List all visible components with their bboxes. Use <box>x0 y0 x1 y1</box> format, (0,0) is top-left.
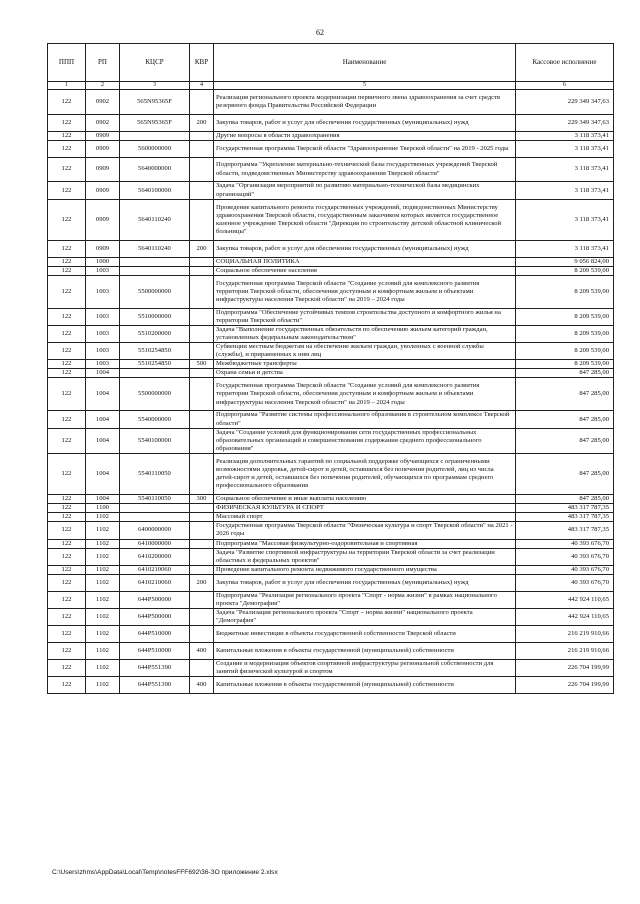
cell-amount: 226 704 199,99 <box>516 676 614 693</box>
cell-rp: 1102 <box>86 539 120 548</box>
cell-amount: 847 285,00 <box>516 453 614 494</box>
cell-kvr <box>190 325 214 342</box>
cell-ppp: 122 <box>48 369 86 378</box>
cell-ppp: 122 <box>48 504 86 513</box>
cell-kcsr <box>120 513 190 522</box>
cell-amount: 3 118 373,41 <box>516 199 614 240</box>
page-number: 62 <box>316 28 324 37</box>
cell-kvr: 200 <box>190 114 214 131</box>
cell-ppp: 122 <box>48 522 86 539</box>
cell-amount: 229 349 347,63 <box>516 90 614 115</box>
table-row <box>48 240 614 257</box>
col-header-rp: РП <box>86 44 120 82</box>
cell-kvr: 200 <box>190 240 214 257</box>
cell-amount: 3 118 373,41 <box>516 131 614 140</box>
cell-kcsr: 5640110240 <box>120 199 190 240</box>
col-index: 1 <box>48 82 86 90</box>
cell-ppp: 122 <box>48 114 86 131</box>
cell-name: Реализация регионального проекта модернизации первичного звена здравоохранения за счет средств резервного фонда Правительства Российской Федерации <box>214 90 516 115</box>
cell-name: Создание и модернизация объектов спортивной инфраструктуры региональной собственности для занятий физической культурой и спортом <box>214 659 516 676</box>
cell-ppp: 122 <box>48 275 86 308</box>
cell-amount: 483 317 787,35 <box>516 513 614 522</box>
col-index: 2 <box>86 82 120 90</box>
col-index: 5 <box>214 82 516 90</box>
cell-ppp: 122 <box>48 608 86 625</box>
cell-rp: 1003 <box>86 266 120 275</box>
cell-kcsr: 5510200000 <box>120 325 190 342</box>
cell-rp: 1004 <box>86 378 120 411</box>
cell-ppp: 122 <box>48 266 86 275</box>
table-row <box>48 626 614 643</box>
cell-ppp: 122 <box>48 565 86 574</box>
cell-name: Закупка товаров, работ и услуг для обеспечения государственных (муниципальных) нужд <box>214 574 516 591</box>
cell-amount: 847 285,00 <box>516 411 614 428</box>
cell-rp: 0902 <box>86 90 120 115</box>
cell-amount: 216 219 910,66 <box>516 626 614 643</box>
cell-name: Задача "Выполнение государственных обязательств по обеспечению жильем категорий граждан, установленных федеральным законодательством" <box>214 325 516 342</box>
col-header-amount: Кассовое исполнение <box>516 44 614 82</box>
cell-name: Межбюджетные трансферты <box>214 360 516 369</box>
cell-rp: 1102 <box>86 513 120 522</box>
cell-rp: 1100 <box>86 504 120 513</box>
table-row <box>48 343 614 360</box>
cell-name: Задача "Создание условий для функционирования сети государственных профессиональных образовательных организаций и совершенствования содержания среднего профессионального образования" <box>214 428 516 453</box>
cell-kcsr: 5640100000 <box>120 182 190 199</box>
table-row <box>48 266 614 275</box>
cell-amount: 8 209 539,00 <box>516 360 614 369</box>
cell-rp: 1003 <box>86 360 120 369</box>
cell-ppp: 122 <box>48 574 86 591</box>
cell-ppp: 122 <box>48 240 86 257</box>
cell-kcsr: 565N95365F <box>120 90 190 115</box>
cell-amount: 8 209 539,00 <box>516 308 614 325</box>
table-row <box>48 199 614 240</box>
cell-kvr <box>190 539 214 548</box>
cell-kcsr <box>120 369 190 378</box>
cell-kvr: 400 <box>190 676 214 693</box>
table-row <box>48 608 614 625</box>
budget-table-container <box>47 43 613 694</box>
cell-amount: 8 209 539,00 <box>516 325 614 342</box>
cell-rp: 0909 <box>86 140 120 157</box>
cell-rp: 1102 <box>86 574 120 591</box>
cell-amount: 847 285,00 <box>516 495 614 504</box>
cell-kcsr: 5500000000 <box>120 275 190 308</box>
cell-amount: 3 118 373,41 <box>516 157 614 182</box>
cell-ppp: 122 <box>48 495 86 504</box>
cell-ppp: 122 <box>48 591 86 608</box>
cell-kvr <box>190 378 214 411</box>
table-row <box>48 182 614 199</box>
cell-rp: 1004 <box>86 411 120 428</box>
cell-rp: 1004 <box>86 369 120 378</box>
table-row <box>48 504 614 513</box>
cell-amount: 847 285,00 <box>516 378 614 411</box>
cell-rp: 1003 <box>86 308 120 325</box>
cell-kvr <box>190 453 214 494</box>
cell-ppp: 122 <box>48 308 86 325</box>
cell-amount: 3 118 373,41 <box>516 182 614 199</box>
cell-kcsr: 5510254850 <box>120 360 190 369</box>
cell-kcsr: 565N95365F <box>120 114 190 131</box>
cell-name: Субвенции местным бюджетам на обеспечение жильем граждан, уволенных с военной службы (службы), и приравненных к ним лиц <box>214 343 516 360</box>
cell-rp: 1004 <box>86 495 120 504</box>
cell-kvr <box>190 308 214 325</box>
cell-name: Подпрограмма "Обеспечение устойчивых темпов строительства доступного и комфортного жилья на территории Тверской области" <box>214 308 516 325</box>
cell-kvr <box>190 131 214 140</box>
table-row <box>48 308 614 325</box>
cell-ppp: 122 <box>48 659 86 676</box>
cell-kvr <box>190 275 214 308</box>
cell-ppp: 122 <box>48 140 86 157</box>
cell-name: Социальное обеспечение населения <box>214 266 516 275</box>
cell-kvr: 300 <box>190 495 214 504</box>
cell-amount: 3 118 373,41 <box>516 240 614 257</box>
cell-kvr <box>190 565 214 574</box>
table-row <box>48 539 614 548</box>
cell-kcsr: 6400000000 <box>120 522 190 539</box>
table-row <box>48 378 614 411</box>
table-row <box>48 453 614 494</box>
cell-ppp: 122 <box>48 182 86 199</box>
cell-kvr <box>190 90 214 115</box>
cell-ppp: 122 <box>48 453 86 494</box>
cell-name: Капитальные вложения в объекты государственной (муниципальной) собственности <box>214 642 516 659</box>
cell-ppp: 122 <box>48 513 86 522</box>
cell-name: Капитальные вложения в объекты государственной (муниципальной) собственности <box>214 676 516 693</box>
cell-kcsr: 5510254850 <box>120 343 190 360</box>
cell-kvr <box>190 522 214 539</box>
table-row <box>48 565 614 574</box>
cell-kcsr: 5540100000 <box>120 428 190 453</box>
cell-kcsr: 644P500000 <box>120 608 190 625</box>
cell-ppp: 122 <box>48 131 86 140</box>
cell-ppp: 122 <box>48 325 86 342</box>
cell-name: Массовый спорт <box>214 513 516 522</box>
col-header-kvr: КВР <box>190 44 214 82</box>
table-row <box>48 257 614 266</box>
cell-amount: 216 219 910,66 <box>516 642 614 659</box>
cell-amount: 40 393 676,70 <box>516 565 614 574</box>
cell-name: Подпрограмма "Массовая физкультурно-оздоровительная и спортивная <box>214 539 516 548</box>
cell-rp: 1004 <box>86 453 120 494</box>
table-row <box>48 428 614 453</box>
cell-amount: 442 924 110,65 <box>516 608 614 625</box>
cell-kvr <box>190 626 214 643</box>
cell-amount: 229 349 347,63 <box>516 114 614 131</box>
cell-amount: 40 393 676,70 <box>516 548 614 565</box>
cell-name: СОЦИАЛЬНАЯ ПОЛИТИКА <box>214 257 516 266</box>
cell-rp: 1102 <box>86 522 120 539</box>
cell-ppp: 122 <box>48 539 86 548</box>
table-row <box>48 140 614 157</box>
col-header-kcsr: КЦСР <box>120 44 190 82</box>
table-row <box>48 360 614 369</box>
cell-kvr: 500 <box>190 360 214 369</box>
cell-name: Подпрограмма "Реализация регионального проекта "Спорт - норма жизни" в рамках национального проекта "Демография" <box>214 591 516 608</box>
cell-kvr <box>190 428 214 453</box>
table-row <box>48 90 614 115</box>
cell-name: Закупка товаров, работ и услуг для обеспечения государственных (муниципальных) нужд <box>214 240 516 257</box>
header-row <box>48 44 614 82</box>
cell-amount: 3 118 373,41 <box>516 140 614 157</box>
table-row <box>48 513 614 522</box>
cell-amount: 8 209 539,00 <box>516 266 614 275</box>
cell-kcsr: 6410000000 <box>120 539 190 548</box>
cell-name: Государственная программа Тверской области "Создание условий для комплексного развития территории Тверской области, обеспечения доступным и комфортным жильем и объектами инфраструктуры населения Тверской области" на 2019 – 2024 годы <box>214 275 516 308</box>
cell-ppp: 122 <box>48 343 86 360</box>
cell-name: Задача "Реализация регионального проекта "Спорт – норма жизни" национального проекта "Демография" <box>214 608 516 625</box>
cell-ppp: 122 <box>48 257 86 266</box>
cell-rp: 0909 <box>86 199 120 240</box>
cell-rp: 1102 <box>86 565 120 574</box>
table-row <box>48 495 614 504</box>
cell-ppp: 122 <box>48 548 86 565</box>
cell-rp: 0902 <box>86 114 120 131</box>
cell-name: Государственная программа Тверской области "Физическая культура и спорт Тверской области" на 2021 - 2026 годы <box>214 522 516 539</box>
table-row <box>48 642 614 659</box>
cell-kcsr: 5500000000 <box>120 378 190 411</box>
cell-ppp: 122 <box>48 360 86 369</box>
table-row <box>48 548 614 565</box>
cell-kvr: 400 <box>190 642 214 659</box>
cell-name: Проведение капитального ремонта недвижимого государственного имущества <box>214 565 516 574</box>
cell-name: Государственная программа Тверской области "Здравоохранение Тверской области" на 2019 - 2025 годы <box>214 140 516 157</box>
cell-amount: 40 393 676,70 <box>516 574 614 591</box>
cell-name: Социальное обеспечение и иные выплаты населению <box>214 495 516 504</box>
cell-kcsr: 644P551390 <box>120 676 190 693</box>
cell-name: Охрана семьи и детства <box>214 369 516 378</box>
cell-kvr <box>190 369 214 378</box>
column-index-row <box>48 82 614 90</box>
cell-amount: 483 317 787,35 <box>516 522 614 539</box>
cell-kvr: 200 <box>190 574 214 591</box>
table-row <box>48 676 614 693</box>
cell-kcsr: 5540110050 <box>120 495 190 504</box>
cell-ppp: 122 <box>48 676 86 693</box>
cell-kvr <box>190 513 214 522</box>
cell-rp: 1102 <box>86 548 120 565</box>
cell-kvr <box>190 411 214 428</box>
cell-name: Другие вопросы в области здравоохранения <box>214 131 516 140</box>
cell-kcsr: 644P510000 <box>120 626 190 643</box>
cell-rp: 1003 <box>86 275 120 308</box>
cell-kcsr: 5540000000 <box>120 411 190 428</box>
cell-kcsr: 644P551390 <box>120 659 190 676</box>
cell-name: Задача "Организация мероприятий по развитию материально-технической базы медицинских организаций" <box>214 182 516 199</box>
budget-table <box>47 43 614 694</box>
table-row <box>48 157 614 182</box>
cell-ppp: 122 <box>48 378 86 411</box>
cell-kcsr: 6410210060 <box>120 565 190 574</box>
cell-amount: 442 924 110,65 <box>516 591 614 608</box>
col-header-ppp: ППП <box>48 44 86 82</box>
cell-name: Задача "Развитие спортивной инфраструктуры на территории Тверской области за счет реализации областных и федеральных проектов" <box>214 548 516 565</box>
cell-kcsr: 6410200000 <box>120 548 190 565</box>
cell-name: Реализация дополнительных гарантий по социальной поддержке обучающихся с ограниченными возможностями здоровья, детей-сирот и детей, оставшихся без попечения родителей, лиц из числа детей-сирот и детей, оставшихся без попечения родителей, обучающихся по программам среднего профессионального образования <box>214 453 516 494</box>
cell-rp: 1102 <box>86 626 120 643</box>
cell-kvr <box>190 157 214 182</box>
table-row <box>48 574 614 591</box>
cell-rp: 0909 <box>86 240 120 257</box>
cell-kcsr <box>120 504 190 513</box>
cell-kcsr <box>120 131 190 140</box>
cell-kcsr: 6410210060 <box>120 574 190 591</box>
col-header-name: Наименование <box>214 44 516 82</box>
cell-amount: 8 209 539,00 <box>516 275 614 308</box>
cell-ppp: 122 <box>48 157 86 182</box>
cell-kcsr: 5640110240 <box>120 240 190 257</box>
cell-kcsr: 5600000000 <box>120 140 190 157</box>
cell-ppp: 122 <box>48 90 86 115</box>
cell-rp: 1102 <box>86 591 120 608</box>
cell-rp: 1004 <box>86 428 120 453</box>
cell-name: Бюджетные инвестиции в объекты государственной собственности Тверской области <box>214 626 516 643</box>
cell-kcsr <box>120 266 190 275</box>
cell-rp: 1003 <box>86 325 120 342</box>
cell-ppp: 122 <box>48 642 86 659</box>
cell-name: Проведение капитального ремонта государственных учреждений, подведомственных Министерству здравоохранения Тверской области, государственным заказчиком которых является государственное казенное учреждение Тверской области "Дирекция по строительству детской областной клинической больницы" <box>214 199 516 240</box>
cell-name: Закупка товаров, работ и услуг для обеспечения государственных (муниципальных) нужд <box>214 114 516 131</box>
cell-kcsr <box>120 257 190 266</box>
cell-rp: 1003 <box>86 343 120 360</box>
cell-kvr <box>190 591 214 608</box>
table-row <box>48 325 614 342</box>
cell-name: Государственная программа Тверской области "Создание условий для комплексного развития территории Тверской области, обеспечения доступным и комфортным жильем и объектами инфраструктуры населения Тверской области" на 2019 – 2024 годы <box>214 378 516 411</box>
cell-name: ФИЗИЧЕСКАЯ КУЛЬТУРА И СПОРТ <box>214 504 516 513</box>
cell-amount: 847 285,00 <box>516 369 614 378</box>
cell-rp: 0909 <box>86 157 120 182</box>
cell-kvr <box>190 343 214 360</box>
cell-kvr <box>190 504 214 513</box>
cell-ppp: 122 <box>48 428 86 453</box>
cell-amount: 9 056 824,00 <box>516 257 614 266</box>
cell-kvr <box>190 548 214 565</box>
cell-kcsr: 644P500000 <box>120 591 190 608</box>
cell-ppp: 122 <box>48 626 86 643</box>
cell-name: Подпрограмма "Развитие системы профессионального образования в строительном комплексе Тверской области" <box>214 411 516 428</box>
col-index: 4 <box>190 82 214 90</box>
cell-kcsr: 5540110050 <box>120 453 190 494</box>
cell-name: Подпрограмма "Укрепление материально-технической базы государственных учреждений Тверской области, подведомственных Министерству здравоохранения Тверской области" <box>214 157 516 182</box>
cell-amount: 8 209 539,00 <box>516 343 614 360</box>
table-row <box>48 522 614 539</box>
cell-rp: 1102 <box>86 608 120 625</box>
cell-amount: 847 285,00 <box>516 428 614 453</box>
cell-kvr <box>190 182 214 199</box>
cell-rp: 1000 <box>86 257 120 266</box>
cell-kvr <box>190 257 214 266</box>
table-body <box>48 90 614 694</box>
table-row <box>48 275 614 308</box>
col-index: 6 <box>516 82 614 90</box>
cell-amount: 483 317 787,35 <box>516 504 614 513</box>
cell-kcsr: 5510000000 <box>120 308 190 325</box>
cell-kvr <box>190 266 214 275</box>
cell-rp: 1102 <box>86 676 120 693</box>
cell-kcsr: 5640000000 <box>120 157 190 182</box>
table-row <box>48 114 614 131</box>
cell-rp: 0909 <box>86 182 120 199</box>
cell-kvr <box>190 659 214 676</box>
cell-kvr <box>190 608 214 625</box>
cell-rp: 1102 <box>86 642 120 659</box>
col-index: 3 <box>120 82 190 90</box>
cell-rp: 0909 <box>86 131 120 140</box>
cell-ppp: 122 <box>48 199 86 240</box>
table-row <box>48 369 614 378</box>
cell-amount: 226 704 199,99 <box>516 659 614 676</box>
cell-amount: 40 393 676,70 <box>516 539 614 548</box>
table-row <box>48 659 614 676</box>
file-path-footer: C:\Users\zhms\AppData\Local\Temp\notesFFF692\36-ЗО приложение 2.xlsx <box>52 869 278 876</box>
table-row <box>48 591 614 608</box>
cell-kcsr: 644P510000 <box>120 642 190 659</box>
cell-ppp: 122 <box>48 411 86 428</box>
cell-rp: 1102 <box>86 659 120 676</box>
table-row <box>48 411 614 428</box>
cell-kvr <box>190 199 214 240</box>
table-row <box>48 131 614 140</box>
cell-kvr <box>190 140 214 157</box>
